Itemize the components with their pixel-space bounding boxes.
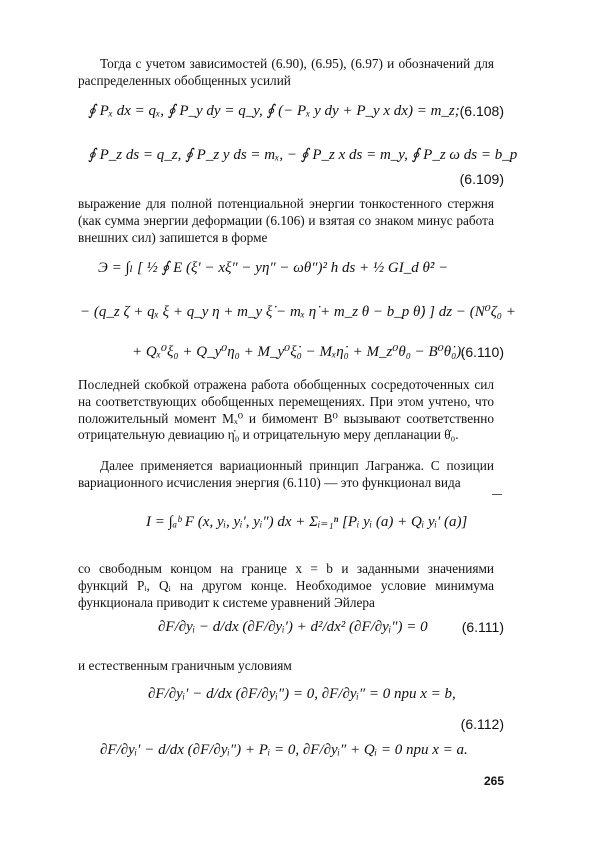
equation-number-6-109: (6.109) [459, 171, 504, 187]
equation-6-108: ∮ Pₓ dx = qₓ, ∮ P_y dy = q_y, ∮ (− Pₓ y dy + P_y x dx) = m_z; [88, 103, 460, 119]
paragraph-intro: Тогда с учетом зависимостей (6.90), (6.95), (6.97) и обозначений для распределенных обобщенных усилий [78, 56, 494, 88]
functional-equation: I = ∫ₐᵇ F (x, yᵢ, yᵢ′, yᵢ″) dx + Σᵢ₌₁ⁿ [Pᵢ yᵢ (a) + Qᵢ yᵢ′ (a)] [146, 514, 468, 530]
equation-6-111: ∂F/∂yᵢ − d/dx (∂F/∂yᵢ′) + d²/dx² (∂F/∂yᵢ″) = 0 [158, 619, 428, 635]
paragraph-energy: выражение для полной потенциальной энергии тонкостенного стержня (как сумма энергии деформации (6.106) и взятая со знаком минус работа внешних сил) запишется в форме [78, 196, 494, 245]
paragraph-boundary: со свободным концом на границе x = b и заданными значениями функций Pᵢ, Qᵢ на другом конце. Необходимое условие минимума функционала приводит к системе уравнений Эйлера [78, 561, 494, 610]
equation-6-109: ∮ P_z ds = q_z, ∮ P_z y ds = mₓ, − ∮ P_z x ds = m_y, ∮ P_z ω ds = b_p [88, 147, 518, 163]
equation-6-110-line1: Э = ∫ₗ [ ½ ∮ E (ξ′ − xξ″ − yη″ − ωθ″)² h ds + ½ GI_d θ̇² − [98, 260, 449, 276]
paragraph-natural-conditions: и естественным граничным условиям [78, 658, 292, 673]
equation-6-112-line1: ∂F/∂yᵢ′ − d/dx (∂F/∂yᵢ″) = 0, ∂F/∂yᵢ″ = 0 при x = b, [148, 686, 456, 702]
equation-6-110-line3: + Qₓ⁰ξ₀ + Q_y⁰η₀ + M_y⁰ξ̇₀ − Mₓη̇₀ + M_z⁰θ₀ − B⁰θ̇₀). [132, 344, 466, 360]
equation-number-6-110: (6.110) [460, 344, 504, 360]
page-number: 265 [483, 774, 504, 788]
equation-number-6-112: (6.112) [460, 716, 504, 732]
margin-dash [492, 494, 502, 495]
paragraph-work-note: Последней скобкой отражена работа обобщенных сосредоточенных сил на соответствующих обобщенных перемещениях. При этом учтено, что положительный момент Mₓ⁰ и бимомент B⁰ вызывают соответственно отрицательную девиацию η̇₀ и отрицательную меру депланации θ̇₀. [78, 377, 494, 443]
equation-number-6-111: (6.111) [461, 619, 504, 635]
equation-6-110-line2: − (q_z ζ + qₓ ξ + q_y η + m_y ξ̇ − mₓ η̇ + m_z θ − b_p θ̇) ] dz − (N⁰ζ₀ + [80, 304, 516, 320]
equation-6-112-line2: ∂F/∂yᵢ′ − d/dx (∂F/∂yᵢ″) + Pᵢ = 0, ∂F/∂yᵢ″ + Qᵢ = 0 при x = a. [100, 742, 468, 758]
paragraph-lagrange: Далее применяется вариационный принцип Лагранжа. С позиции вариационного исчисления энергия (6.110) — это функционал вида [78, 458, 494, 490]
equation-number-6-108: (6.108) [459, 103, 504, 119]
